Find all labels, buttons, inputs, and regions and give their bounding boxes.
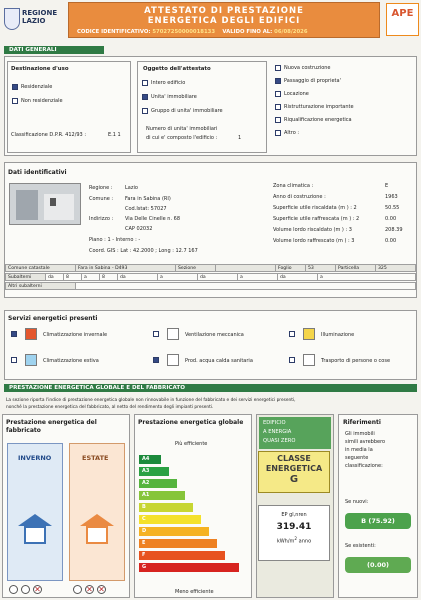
nzeb-line1: EDIFICIO xyxy=(263,420,286,426)
classe-letter: G xyxy=(289,474,299,485)
class-bar-label: C xyxy=(142,516,146,522)
riferimenti-heading: Riferimenti xyxy=(343,419,381,426)
class-bar-label: A1 xyxy=(142,492,150,498)
logo-line2: LAZIO xyxy=(22,17,46,25)
servizio-label: Trasporto di persone o cose xyxy=(321,358,391,364)
rif-text1: Gli immobili xyxy=(345,431,375,437)
fan-icon xyxy=(167,328,179,340)
climatizzazione-invernale-checkbox[interactable] xyxy=(11,331,17,337)
title-line1: ATTESTATO DI PRESTAZIONE xyxy=(144,6,304,16)
sub-cell: da xyxy=(118,274,158,281)
elevator-icon xyxy=(303,354,315,366)
unita-immobiliare-label: Unita' immobiliare xyxy=(151,94,197,100)
destinazione-heading: Destinazione d'uso xyxy=(11,66,69,72)
rif-text4: seguente xyxy=(345,455,369,461)
numero-unita-label1: Numero di unita' immobiliari xyxy=(146,126,218,132)
inverno-house-icon xyxy=(18,514,52,544)
smiley-face-icon xyxy=(9,585,18,594)
locazione-checkbox[interactable] xyxy=(275,91,281,97)
anno-costruzione-value: 1963 xyxy=(385,194,398,200)
coord: Coord. GIS : Lat : 42.2000 ; Long : 12.7 167 xyxy=(89,248,198,254)
nuova-costruzione-checkbox[interactable] xyxy=(275,65,281,71)
se-nuovi-label: Se nuovi: xyxy=(345,499,369,505)
ep-unit-sup: 2 xyxy=(294,536,298,541)
classificazione-label: Classificazione D.P.R. 412/93 : xyxy=(11,132,87,138)
riqualificazione-label: Riqualificazione energetica xyxy=(284,117,352,123)
catasto-cell: Fara in Sabina - D493 xyxy=(76,265,176,272)
ristrutturazione-label: Ristrutturazione importante xyxy=(284,104,354,110)
rif-text3: in media la xyxy=(345,447,373,453)
globale-panel xyxy=(134,414,252,598)
ape-logo-text: APE xyxy=(391,8,414,19)
acqua-calda-checkbox[interactable] xyxy=(153,357,159,363)
piano: Piano : 1 - Interno : - xyxy=(89,237,141,243)
intero-edificio-checkbox[interactable] xyxy=(142,80,148,86)
prestazione-intro2: nonché la prestazione energetica del fabbricato, al netto del rendimento degli impianti presenti. xyxy=(6,405,214,410)
nuova-costruzione-label: Nuova costruzione xyxy=(284,65,331,71)
passaggio-proprieta-checkbox[interactable] xyxy=(275,78,281,84)
zona-climatica-label: Zona climatica : xyxy=(273,183,314,189)
servizi-title: Servizi energetici presenti xyxy=(8,315,98,322)
altri-subalterni-row xyxy=(6,283,416,290)
servizio-label: Climatizzazione invernale xyxy=(43,332,108,338)
ep-unit: kWh/m xyxy=(276,538,295,545)
ep-value-box xyxy=(258,505,330,561)
class-bar-label: F xyxy=(142,552,146,558)
class-bar-g xyxy=(139,563,239,572)
sub-cell: 8 xyxy=(64,274,82,281)
residenziale-label: Residenziale xyxy=(21,84,53,90)
climatizzazione-estiva-checkbox[interactable] xyxy=(11,357,17,363)
passaggio-proprieta-label: Passaggio di proprieta' xyxy=(284,78,341,84)
residenziale-checkbox[interactable] xyxy=(12,84,18,90)
cap: CAP 02032 xyxy=(125,226,153,232)
logo-line1: REGIONE xyxy=(22,9,58,17)
regione-value: Lazio xyxy=(125,185,138,191)
smiley-face-icon xyxy=(73,585,82,594)
servizio-label: Ventilazione meccanica xyxy=(185,332,244,338)
regione-lazio-shield-icon xyxy=(4,8,20,30)
meno-efficiente-label: Meno efficiente xyxy=(175,589,214,595)
anno-costruzione-label: Anno di costruzione : xyxy=(273,194,326,200)
vol-riscaldato-label: Volume lordo riscaldato (m ) : 3 xyxy=(273,227,352,233)
nzeb-line2: A ENERGIA xyxy=(263,429,292,435)
sub-cell: da xyxy=(46,274,64,281)
rif-text2: simili avrebbero xyxy=(345,439,386,445)
header xyxy=(0,0,421,42)
ep-unit-row xyxy=(259,536,329,545)
catasto-cell xyxy=(216,265,276,272)
prestazione-intro1: La sezione riporta l'indice di prestazione energetica globale non rinnovabile in funzione del fabbricato e dei servizi energetici presenti, xyxy=(6,398,296,403)
classe-label2: ENERGETICA xyxy=(265,464,323,473)
sub-cell: da xyxy=(198,274,238,281)
globale-heading: Prestazione energetica globale xyxy=(138,419,244,426)
gruppo-unita-checkbox[interactable] xyxy=(142,108,148,114)
classificazione-value: E.1 1 xyxy=(108,132,121,138)
title-line2: ENERGETICA DEGLI EDIFICI xyxy=(147,16,301,26)
regione-logo-text xyxy=(22,9,57,25)
class-bar-label: A4 xyxy=(142,456,150,462)
sup-riscaldata-label: Superficie utile riscaldata (m ) : 2 xyxy=(273,205,357,211)
neutral-face-icon xyxy=(21,585,30,594)
sub-cell: a xyxy=(82,274,100,281)
gruppo-unita-label: Gruppo di unita' immobiliare xyxy=(151,108,223,114)
sub-cell: a xyxy=(318,274,416,281)
class-bar-c xyxy=(139,515,201,524)
class-bar-e xyxy=(139,539,217,548)
code-label: CODICE IDENTIFICATIVO: xyxy=(77,29,151,35)
subalterni-row xyxy=(6,274,416,281)
vol-riscaldato-value: 208.39 xyxy=(385,227,403,233)
inverno-label: INVERNO xyxy=(18,454,52,462)
sub-cell: Subalterni xyxy=(6,274,46,281)
estate-house-icon xyxy=(80,514,114,544)
code-row xyxy=(69,29,379,35)
class-bar-label: D xyxy=(142,528,147,534)
sup-riscaldata-value: 50.55 xyxy=(385,205,400,211)
piu-efficiente-label: Più efficiente xyxy=(175,441,208,447)
class-bar-label: A2 xyxy=(142,480,150,486)
servizio-label: Climatizzazione estiva xyxy=(43,358,99,364)
non-residenziale-label: Non residenziale xyxy=(21,98,63,104)
subalterni-table xyxy=(5,273,416,281)
sub-cell: 8 xyxy=(100,274,118,281)
catasto-cell: Comune catastale xyxy=(6,265,76,272)
class-bar-a3 xyxy=(139,467,169,476)
classe-label1: CLASSE xyxy=(277,454,311,463)
dati-generali-panel xyxy=(4,56,417,156)
nzeb-line3: QUASI ZERO xyxy=(263,438,296,444)
servizi-panel xyxy=(4,310,417,380)
numero-unita-label2: di cui e' composto l'edificio : xyxy=(146,135,218,141)
esistenti-value: (0.00) xyxy=(345,557,411,573)
ventilazione-checkbox[interactable] xyxy=(153,331,159,337)
class-bar-a4 xyxy=(139,455,161,464)
radiator-icon xyxy=(25,328,37,340)
indirizzo-value: Via Delle Cinelle n. 68 xyxy=(125,216,181,222)
title-bar xyxy=(68,2,380,38)
riqualificazione-checkbox[interactable] xyxy=(275,117,281,123)
nzeb-box xyxy=(259,417,331,449)
codistat: Cod.Istat: 57027 xyxy=(125,206,167,212)
non-residenziale-checkbox[interactable] xyxy=(12,98,18,104)
ristrutturazione-checkbox[interactable] xyxy=(275,104,281,110)
catasto-row-comune xyxy=(6,265,416,272)
locazione-label: Locazione xyxy=(284,91,309,97)
class-bar-label: A3 xyxy=(142,468,150,474)
code-value: 57027250000018133 xyxy=(152,29,216,35)
ep-value: 319.41 xyxy=(276,522,312,532)
altri-sub-cell: Altri subalterni xyxy=(6,283,76,290)
altri-subalterni-table xyxy=(5,282,416,290)
class-bar-label: B xyxy=(142,504,146,510)
vol-raffrescato-value: 0.00 xyxy=(385,238,397,244)
oggetto-heading: Oggetto dell'attestato xyxy=(143,66,211,72)
se-esistenti-label: Se esistenti: xyxy=(345,543,376,549)
sad-face-icon xyxy=(33,585,42,594)
altri-sub-value xyxy=(76,283,416,290)
estate-label: ESTATE xyxy=(82,454,109,462)
oggetto-box xyxy=(137,61,267,153)
class-bar-a2 xyxy=(139,479,177,488)
unita-immobiliare-checkbox[interactable] xyxy=(142,94,148,100)
vol-raffrescato-label: Volume lordo raffrescato (m ) : 3 xyxy=(273,238,355,244)
catasto-cell: Sezione xyxy=(176,265,216,272)
class-bar-label: G xyxy=(142,564,147,570)
sup-raffrescata-value: 0.00 xyxy=(385,216,397,222)
inverno-box xyxy=(7,443,63,581)
comune-label: Comune : xyxy=(89,196,114,202)
altro-checkbox[interactable] xyxy=(275,130,281,136)
catasto-cell: 325 xyxy=(376,265,416,272)
ape-logo xyxy=(386,3,419,36)
dati-identificativi-title: Dati identificativi xyxy=(8,169,67,176)
comune-value: Fara in Sabina (RI) xyxy=(125,196,171,202)
fabbricato-heading1: Prestazione energetica del xyxy=(6,419,97,426)
intero-edificio-label: Intero edificio xyxy=(151,80,186,86)
altro-label: Altro : xyxy=(284,130,300,136)
valid-label: VALIDO FINO AL: xyxy=(222,29,273,35)
indirizzo-label: Indirizzo : xyxy=(89,216,114,222)
lightbulb-icon xyxy=(303,328,315,340)
catasto-cell: Foglio xyxy=(276,265,306,272)
building-photo xyxy=(9,183,81,225)
catasto-cell: 53 xyxy=(306,265,336,272)
ep-label: EP gl,nren xyxy=(281,512,307,518)
zona-climatica-value: E xyxy=(385,183,389,189)
faucet-icon xyxy=(167,354,179,366)
fabbricato-heading2: fabbricato xyxy=(6,427,41,434)
class-bar-label: E xyxy=(142,540,146,546)
dati-generali-section-title: DATI GENERALI xyxy=(4,46,104,54)
servizio-label: Prod. acqua calda sanitaria xyxy=(185,358,253,364)
sub-cell: a xyxy=(158,274,198,281)
class-bar-d xyxy=(139,527,209,536)
destinazione-box xyxy=(7,61,131,153)
catasto-cell: Particella xyxy=(336,265,376,272)
trasporto-checkbox[interactable] xyxy=(289,357,295,363)
snowflake-icon xyxy=(25,354,37,366)
rif-text5: classificazione: xyxy=(345,463,383,469)
sup-raffrescata-label: Superficie utile raffrescata (m ) : 2 xyxy=(273,216,360,222)
dati-identificativi-panel xyxy=(4,162,417,298)
neutral-face-icon xyxy=(85,585,94,594)
estate-box xyxy=(69,443,125,581)
class-bar-f xyxy=(139,551,225,560)
illuminazione-checkbox[interactable] xyxy=(289,331,295,337)
sub-cell: da xyxy=(278,274,318,281)
fabbricato-panel xyxy=(2,414,130,598)
catasto-table xyxy=(5,264,416,272)
energy-class-scale xyxy=(139,455,249,581)
sub-cell: a xyxy=(238,274,278,281)
riferimenti-panel xyxy=(338,414,418,598)
valid-value: 06/08/2026 xyxy=(274,29,308,35)
class-bar-a1 xyxy=(139,491,185,500)
motivazione-list xyxy=(275,65,415,153)
numero-unita-value: 1 xyxy=(238,135,242,141)
classe-energetica-box xyxy=(258,451,330,493)
nuovi-value: B (75.92) xyxy=(345,513,411,529)
sad-face-icon xyxy=(97,585,106,594)
class-bar-b xyxy=(139,503,193,512)
ep-anno: anno xyxy=(298,538,312,545)
regione-label: Regione : xyxy=(89,185,113,191)
servizio-label: Illuminazione xyxy=(321,332,355,338)
prestazione-section-title: PRESTAZIONE ENERGETICA GLOBALE E DEL FABBRICATO xyxy=(4,384,417,392)
